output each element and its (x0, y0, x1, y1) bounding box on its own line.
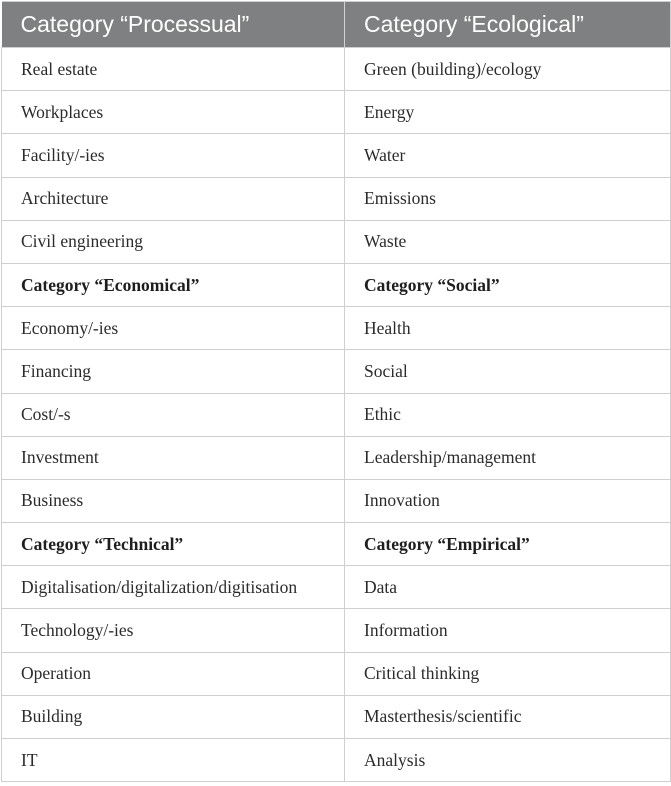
table-cell-left: Investment (2, 436, 345, 479)
table-cell-left: Digitalisation/digitalization/digitisation (2, 566, 345, 609)
table-cell-left: Civil engineering (2, 220, 345, 263)
table-row (2, 220, 671, 263)
category-heading-right: Category “Empirical” (345, 523, 671, 566)
table-cell-left: Workplaces (2, 91, 345, 134)
table-cell-right: Innovation (345, 479, 671, 522)
table-row (2, 48, 671, 91)
table-cell-right: Ethic (345, 393, 671, 436)
table-cell-right: Information (345, 609, 671, 652)
table-cell-left: Building (2, 695, 345, 738)
table-row (2, 307, 671, 350)
table-cell-left: Operation (2, 652, 345, 695)
table-row (2, 91, 671, 134)
table-cell-left: Cost/-s (2, 393, 345, 436)
table-cell-right: Leadership/management (345, 436, 671, 479)
table-row (2, 609, 671, 652)
table-row (2, 479, 671, 522)
table-cell-right: Water (345, 134, 671, 177)
table-row (2, 739, 671, 782)
table-row (2, 436, 671, 479)
category-heading-left: Category “Economical” (2, 263, 345, 306)
table-cell-left: Facility/-ies (2, 134, 345, 177)
header-ecological: Category “Ecological” (345, 2, 671, 48)
table-cell-left: Financing (2, 350, 345, 393)
category-table (1, 1, 671, 782)
table-cell-right: Green (building)/ecology (345, 48, 671, 91)
header-processual: Category “Processual” (2, 2, 345, 48)
table-body (2, 48, 671, 782)
table-cell-left: Economy/-ies (2, 307, 345, 350)
category-heading-row (2, 523, 671, 566)
table-header-row (2, 2, 671, 48)
table-row (2, 134, 671, 177)
table-row (2, 177, 671, 220)
table-cell-left: Architecture (2, 177, 345, 220)
table-cell-right: Masterthesis/scientific (345, 695, 671, 738)
table-cell-right: Critical thinking (345, 652, 671, 695)
category-heading-row (2, 263, 671, 306)
category-heading-left: Category “Technical” (2, 523, 345, 566)
category-heading-right: Category “Social” (345, 263, 671, 306)
table-cell-right: Analysis (345, 739, 671, 782)
table-cell-right: Data (345, 566, 671, 609)
table-row (2, 652, 671, 695)
table-row (2, 695, 671, 738)
table-row (2, 393, 671, 436)
table-cell-right: Emissions (345, 177, 671, 220)
keyword-category-table (1, 1, 670, 782)
table-cell-right: Social (345, 350, 671, 393)
table-cell-right: Waste (345, 220, 671, 263)
table-cell-left: Real estate (2, 48, 345, 91)
table-cell-left: Technology/-ies (2, 609, 345, 652)
table-cell-right: Health (345, 307, 671, 350)
table-row (2, 350, 671, 393)
table-cell-right: Energy (345, 91, 671, 134)
table-cell-left: IT (2, 739, 345, 782)
table-cell-left: Business (2, 479, 345, 522)
table-row (2, 566, 671, 609)
